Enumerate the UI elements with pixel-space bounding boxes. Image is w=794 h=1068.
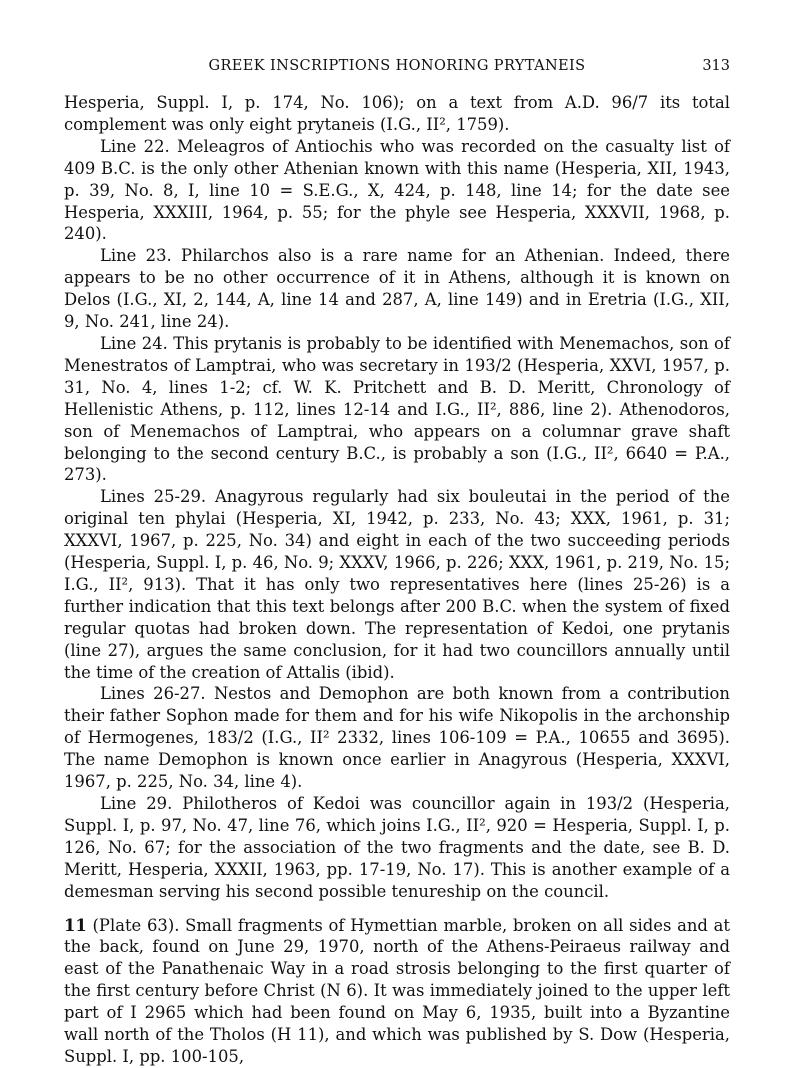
running-head: GREEK INSCRIPTIONS HONORING PRYTANEIS xyxy=(208,58,586,74)
page xyxy=(64,52,730,1068)
section-number: 11 xyxy=(64,915,87,935)
paragraph-line-22: Line 22. Meleagros of Antiochis who was recorded on the casualty list of 409 B.C. is the only other Athenian known with this name (Hesperia, XII, 1943, p. 39, No. 8, I, line 10 = S.E.G., X, 424, p. 148, line 14; for the date see Hesperia, XXXIII, 1964, p. 55; for the phyle see Hesperia, XXXVII, 1968, p. 240). xyxy=(64,136,730,244)
paragraph-line-29: Line 29. Philotheros of Kedoi was councillor again in 193/2 (Hesperia, Suppl. I, p. 97, No. 47, line 76, which joins I.G., II², 920 = Hesperia, Suppl. I, p. 126, No. 67; for the association of the two fragments and the date, see B. D. Meritt, Hesperia, XXXII, 1963, pp. 17-19, No. 17). This is another example of a demesman serving his second possible tenureship on the council. xyxy=(64,794,730,901)
paragraph-continuation: Hesperia, Suppl. I, p. 174, No. 106); on a text from A.D. 96/7 its total complement was only eight prytaneis (I.G., II², 1759). xyxy=(64,93,730,134)
section-11-paragraph xyxy=(64,915,730,1068)
page-number: 313 xyxy=(702,58,730,74)
page-header xyxy=(64,52,730,78)
section-text: (Plate 63). Small fragments of Hymettian marble, broken on all sides and at the back, found on June 29, 1970, north of the Athens-Peiraeus railway and east of the Panathenaic Way in a road strosis belonging to the first quarter of the first century before Christ (N 6). It was immediately joined to the upper left part of I 2965 which had been found on May 6, 1935, built into a Byzantine wall north of the Tholos (H 11), and which was published by S. Dow (Hesperia, Suppl. I, pp. 100-105, xyxy=(64,915,730,1066)
paragraph-lines-26-27: Lines 26-27. Nestos and Demophon are both known from a contribution their father Sophon made for them and for his wife Nikopolis in the archonship of Hermogenes, 183/2 (I.G., II² 2332, lines 106-109 = P.A., 10655 and 3695). The name Demophon is known once earlier in Anagyrous (Hesperia, XXXVI, 1967, p. 225, No. 34, line 4). xyxy=(64,684,730,792)
paragraph-line-24: Line 24. This prytanis is probably to be identified with Menemachos, son of Menestratos of Lamptrai, who was secretary in 193/2 (Hesperia, XXVI, 1957, p. 31, No. 4, lines 1-2; cf. W. K. Pritchett and B. D. Meritt, Chronology of Hellenistic Athens, p. 112, lines 12-14 and I.G., II², 886, line 2). Athenodoros, son of Menemachos of Lamptrai, who appears on a columnar grave shaft belonging to the second century B.C., is probably a son (I.G., II², 6640 = P.A., 273). xyxy=(64,333,730,485)
paragraph-lines-25-29: Lines 25-29. Anagyrous regularly had six bouleutai in the period of the original ten phylai (Hesperia, XI, 1942, p. 233, No. 43; XXX, 1961, p. 31; XXXVI, 1967, p. 225, No. 34) and eight in each of the two succeeding periods (Hesperia, Suppl. I, p. 46, No. 9; XXXV, 1966, p. 226; XXX, 1961, p. 219, No. 15; I.G., II², 913). That it has only two representatives here (lines 25-26) is a further indication that this text belongs after 200 B.C. when the system of fixed regular quotas had broken down. The representation of Kedoi, one prytanis (line 27), argues the same conclusion, for it had two councillors annually until the time of the creation of Attalis (ibid). xyxy=(64,487,730,682)
paragraph-line-23: Line 23. Philarchos also is a rare name for an Athenian. Indeed, there appears to be no other occurrence of it in Athens, although it is known on Delos (I.G., XI, 2, 144, A, line 14 and 287, A, line 149) and in Eretria (I.G., XII, 9, No. 241, line 24). xyxy=(64,246,730,332)
